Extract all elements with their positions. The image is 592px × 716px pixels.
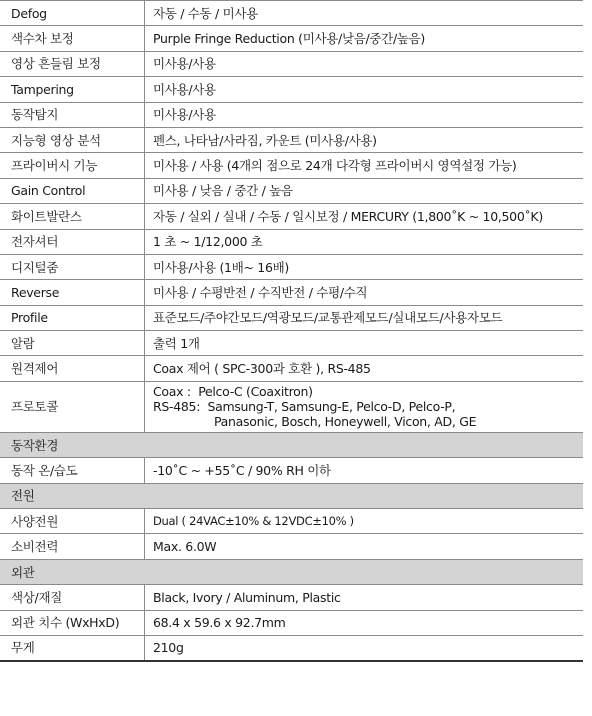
row-value: 자동 / 실외 / 실내 / 수동 / 일시보정 / MERCURY (1,800˚K ~ 10,500˚K) (145, 204, 584, 229)
row-label: Defog (0, 1, 145, 26)
row-value: 표준모드/주야간모드/역광모드/교통관제모드/실내모드/사용자모드 (145, 305, 584, 330)
table-row (0, 127, 583, 152)
row-value: 자동 / 수동 / 미사용 (145, 1, 584, 26)
table-row (0, 585, 583, 610)
row-label: 프로토콜 (0, 381, 145, 432)
row-label: 알람 (0, 331, 145, 356)
row-label: 색수차 보정 (0, 26, 145, 51)
protocol-coax-value: Pelco-C (Coaxitron) (198, 384, 313, 400)
table-row (0, 229, 583, 254)
row-label: 전자셔터 (0, 229, 145, 254)
spec-rows-main (0, 1, 583, 382)
section-row-power (0, 483, 583, 508)
table-row (0, 458, 583, 483)
row-label: Reverse (0, 280, 145, 305)
row-label: 원격제어 (0, 356, 145, 381)
table-row (0, 610, 583, 635)
row-value: 출력 1개 (145, 331, 584, 356)
protocol-rs485-line (153, 399, 583, 414)
table-row (0, 534, 583, 559)
protocol-rs485-value-1: Samsung-T, Samsung-E, Pelco-D, Pelco-P, (207, 399, 456, 415)
spec-rows-rest (0, 381, 583, 661)
table-row (0, 102, 583, 127)
table-row (0, 26, 583, 51)
row-label: 무게 (0, 635, 145, 660)
row-label: 소비전력 (0, 534, 145, 559)
row-label: 동작 온/습도 (0, 458, 145, 483)
row-label: Gain Control (0, 178, 145, 203)
protocol-value (145, 381, 584, 432)
row-label: 색상/재질 (0, 585, 145, 610)
row-label: 지능형 영상 분석 (0, 127, 145, 152)
row-label: Tampering (0, 77, 145, 102)
row-value: 1 초 ~ 1/12,000 초 (145, 229, 584, 254)
row-value: 미사용 / 낮음 / 중간 / 높음 (145, 178, 584, 203)
table-row-protocol (0, 381, 583, 432)
protocol-coax-line (153, 384, 583, 399)
row-value: -10˚C ~ +55˚C / 90% RH 이하 (145, 458, 584, 483)
row-value: Max. 6.0W (145, 534, 584, 559)
section-row-exterior (0, 559, 583, 584)
table-row (0, 635, 583, 660)
protocol-rs485-value-2: Panasonic, Bosch, Honeywell, Vicon, AD, GE (214, 414, 477, 430)
table-row (0, 254, 583, 279)
row-label: 디지털줌 (0, 254, 145, 279)
section-title: 전원 (0, 483, 583, 508)
row-value: 미사용/사용 (145, 51, 584, 76)
table-row (0, 280, 583, 305)
section-title: 외관 (0, 559, 583, 584)
table-row (0, 305, 583, 330)
row-value: Purple Fringe Reduction (미사용/낮음/중간/높음) (145, 26, 584, 51)
row-label: 프라이버시 기능 (0, 153, 145, 178)
table-row (0, 51, 583, 76)
row-value: Coax 제어 ( SPC-300과 호환 ), RS-485 (145, 356, 584, 381)
section-row-environment (0, 432, 583, 457)
protocol-rs485-key: RS-485: (153, 399, 201, 415)
row-label: 외관 치수 (WxHxD) (0, 610, 145, 635)
row-value: 미사용 / 사용 (4개의 점으로 24개 다각형 프라이버시 영역설정 가능) (145, 153, 584, 178)
row-label: 동작탐지 (0, 102, 145, 127)
section-title: 동작환경 (0, 432, 583, 457)
row-value: 미사용/사용 (145, 77, 584, 102)
row-value: 68.4 x 59.6 x 92.7mm (145, 610, 584, 635)
protocol-coax-key: Coax : (153, 384, 191, 400)
table-row (0, 331, 583, 356)
table-row (0, 77, 583, 102)
table-row (0, 1, 583, 26)
row-value: 미사용/사용 (145, 102, 584, 127)
table-row (0, 153, 583, 178)
table-row (0, 509, 583, 534)
row-label: Profile (0, 305, 145, 330)
row-label: 영상 흔들림 보정 (0, 51, 145, 76)
row-value: 미사용/사용 (1배~ 16배) (145, 254, 584, 279)
table-row (0, 204, 583, 229)
row-value: 210g (145, 635, 584, 660)
table-row (0, 178, 583, 203)
row-value: Black, Ivory / Aluminum, Plastic (145, 585, 584, 610)
row-value: Dual ( 24VAC±10% & 12VDC±10% ) (145, 509, 584, 534)
row-value: 미사용 / 수평반전 / 수직반전 / 수평/수직 (145, 280, 584, 305)
row-label: 화이트발란스 (0, 204, 145, 229)
row-label: 사양전원 (0, 509, 145, 534)
table-row (0, 356, 583, 381)
row-value: 펜스, 나타남/사라짐, 카운트 (미사용/사용) (145, 127, 584, 152)
